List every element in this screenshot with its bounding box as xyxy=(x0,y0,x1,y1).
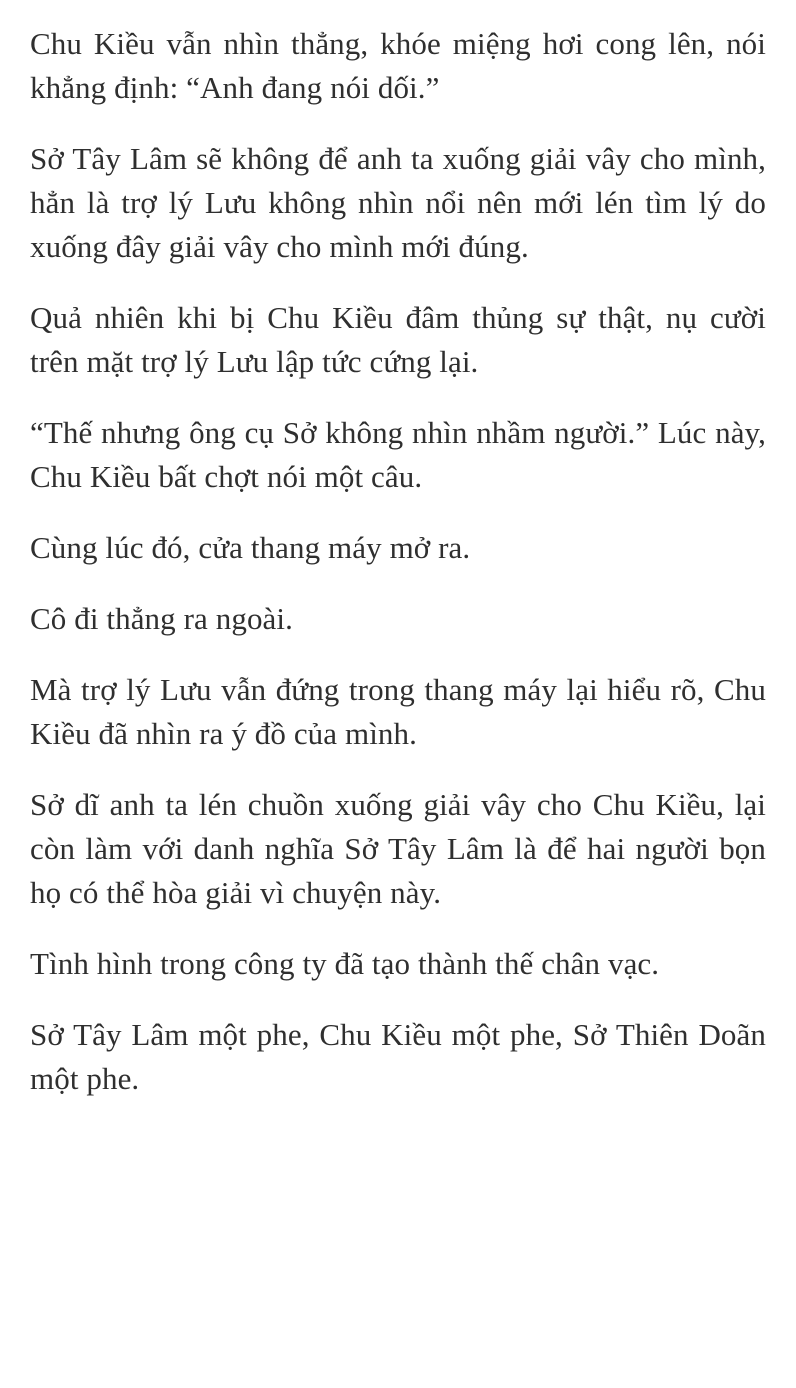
paragraph: Mà trợ lý Lưu vẫn đứng trong thang máy lại hiểu rõ, Chu Kiều đã nhìn ra ý đồ của mình. xyxy=(30,672,766,752)
paragraph: Chu Kiều vẫn nhìn thẳng, khóe miệng hơi cong lên, nói khẳng định: “Anh đang nói dối.” xyxy=(30,26,766,106)
paragraph: Sở dĩ anh ta lén chuồn xuống giải vây cho Chu Kiều, lại còn làm với danh nghĩa Sở Tây Lâm là để hai người bọn họ có thể hòa giải vì chuyện này. xyxy=(30,787,766,911)
paragraph: Tình hình trong công ty đã tạo thành thế chân vạc. xyxy=(30,946,660,982)
paragraph: Cùng lúc đó, cửa thang máy mở ra. xyxy=(30,530,471,566)
paragraph: Quả nhiên khi bị Chu Kiều đâm thủng sự thật, nụ cười trên mặt trợ lý Lưu lập tức cứng lại. xyxy=(30,300,766,380)
paragraph: “Thế nhưng ông cụ Sở không nhìn nhầm người.” Lúc này, Chu Kiều bất chợt nói một câu. xyxy=(30,415,766,495)
paragraph: Cô đi thẳng ra ngoài. xyxy=(30,601,293,637)
paragraph: Sở Tây Lâm một phe, Chu Kiều một phe, Sở Thiên Doãn một phe. xyxy=(30,1017,766,1097)
paragraph: Sở Tây Lâm sẽ không để anh ta xuống giải vây cho mình, hẳn là trợ lý Lưu không nhìn nổi nên mới lén tìm lý do xuống đây giải vây cho mình mới đúng. xyxy=(30,141,766,265)
